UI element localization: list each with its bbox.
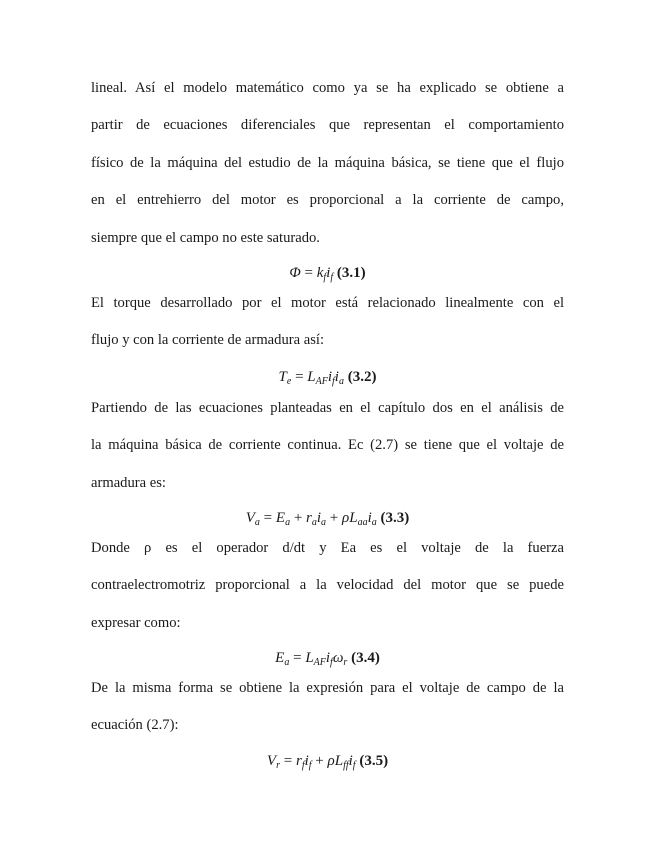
text-line: armadura es: xyxy=(91,474,166,491)
paragraph-4 xyxy=(91,530,564,642)
text-line: Donde ρ es el operador d/dt y Ea es el voltaje de la fuerza xyxy=(91,540,564,556)
equation-number: (3.5) xyxy=(359,753,389,769)
equation-number: (3.4) xyxy=(351,650,380,666)
text-line: la máquina básica de corriente continua. Ec (2.7) se tiene que el voltaje de xyxy=(91,437,564,454)
text-line: contraelectromotriz proporcional a la velocidad del motor que se puede xyxy=(91,577,564,594)
text-line: físico de la máquina del estudio de la máquina básica, se tiene que el flujo xyxy=(91,154,564,171)
text-line: ecuación (2.7): xyxy=(91,717,179,734)
text-line: El torque desarrollado por el motor está relacionado linealmente con el xyxy=(91,295,564,311)
text-line: Partiendo de las ecuaciones planteadas en el capítulo dos en el análisis de xyxy=(91,400,564,416)
equation-3-2: $T_e = L_{AF}i_fi_a$ (3.2) xyxy=(278,369,377,387)
text-line: flujo y con la corriente de armadura así: xyxy=(91,332,324,349)
text-line: en el entrehierro del motor es proporcional a la corriente de campo, xyxy=(91,192,564,209)
text-line: siempre que el campo no este saturado. xyxy=(91,229,320,246)
equation-3-1: $\Phi = k_fi_f$ (3.1) xyxy=(289,265,366,283)
equation-number: (3.1) xyxy=(336,265,366,281)
equation-number: (3.2) xyxy=(347,369,377,385)
paragraph-2 xyxy=(91,285,564,360)
text-line: lineal. Así el modelo matemático como ya se ha explicado se obtiene a xyxy=(91,80,564,96)
equation-3-4: $E_a = L_{AF}i_f\omega_r$ (3.4) xyxy=(275,650,380,668)
paragraph-1 xyxy=(91,70,564,257)
paragraph-3 xyxy=(91,390,564,502)
equation-number: (3.3) xyxy=(380,510,410,526)
equation-3-5: $V_r = r_fi_f + \rho L_{ff}i_f$ (3.5) xyxy=(266,753,389,771)
paragraph-5 xyxy=(91,670,564,745)
text-line: partir de ecuaciones diferenciales que representan el comportamiento xyxy=(91,117,564,134)
text-line: expresar como: xyxy=(91,614,181,631)
text-line: De la misma forma se obtiene la expresión para el voltaje de campo de la xyxy=(91,680,564,696)
equation-3-3: $V_a = E_a + r_ai_a + \rho L_{aa}i_a$ (3.3) xyxy=(245,510,410,528)
